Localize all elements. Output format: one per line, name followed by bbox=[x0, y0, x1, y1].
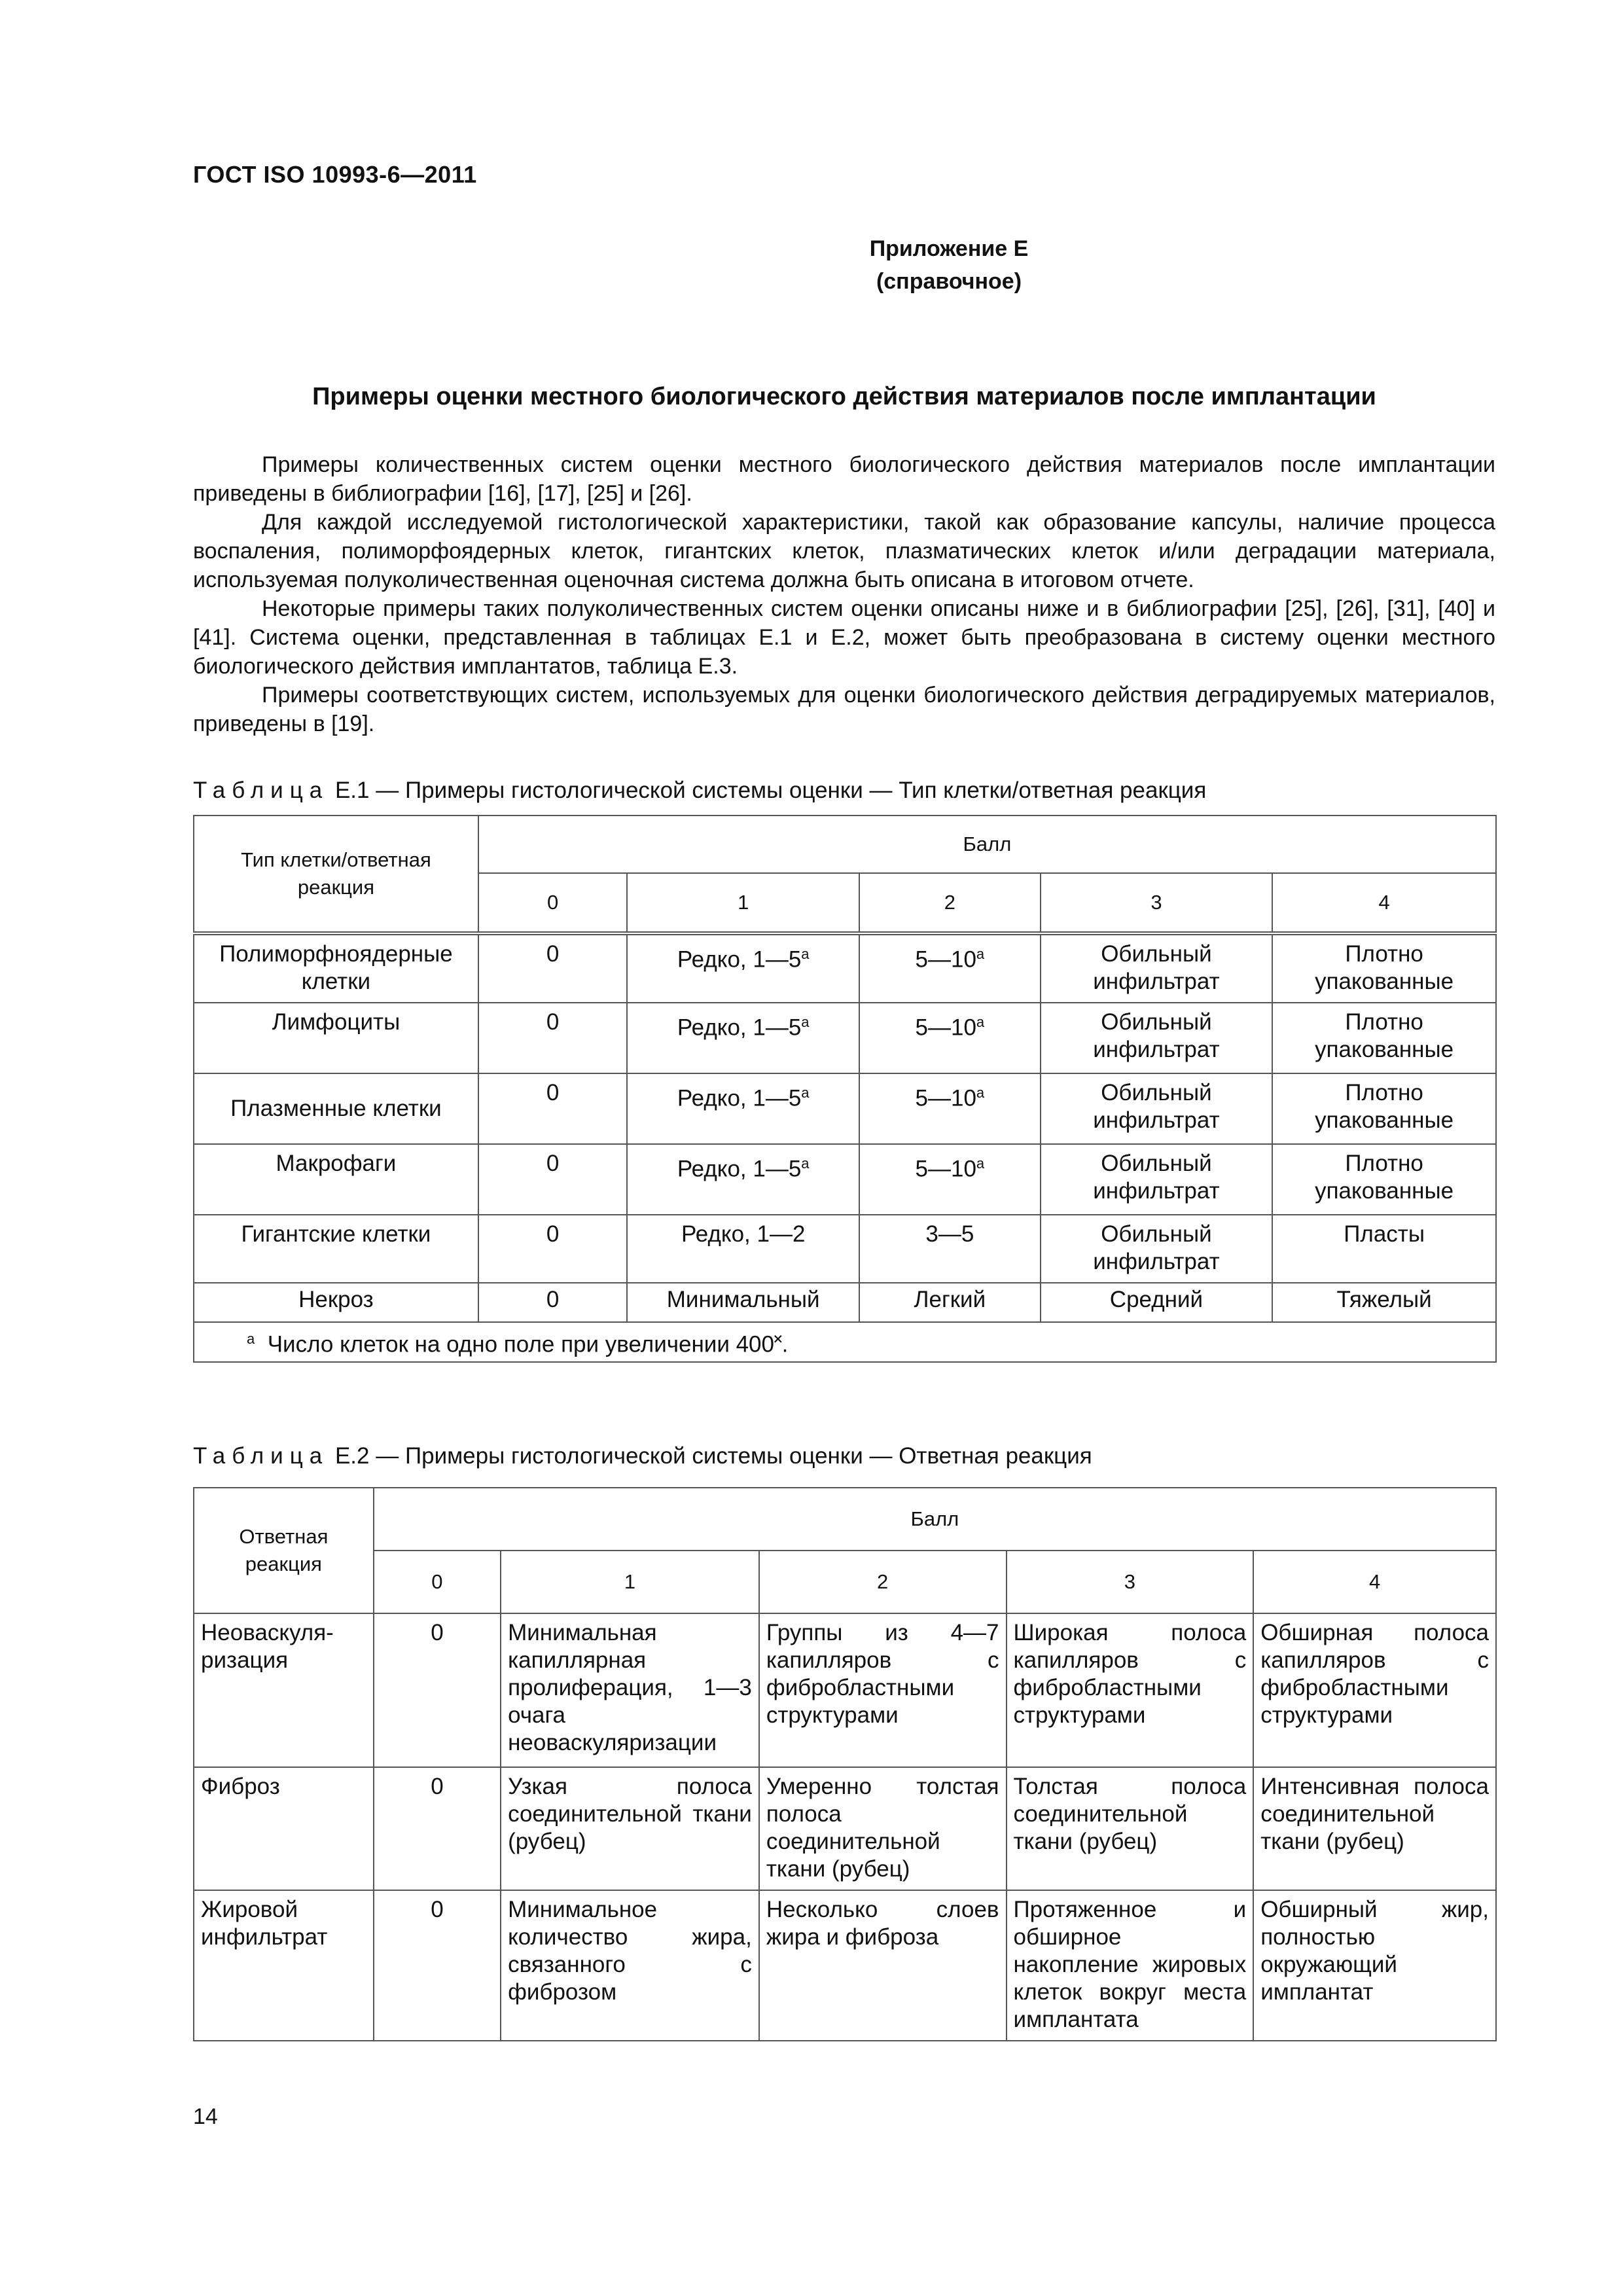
table-cell: Умеренно толстая полоса соединительной ткани (рубец) bbox=[759, 1767, 1007, 1890]
table1-caption bbox=[193, 778, 1206, 804]
table-cell: Обильный инфильтрат bbox=[1041, 933, 1273, 1003]
footnote-marker: а bbox=[247, 1331, 255, 1347]
table-cell: Минимальная капиллярная пролиферация, 1—3 очага неоваскуляризации bbox=[501, 1613, 759, 1767]
score-column: 0 bbox=[478, 873, 627, 933]
caption-word: Таблица bbox=[193, 778, 329, 803]
score-column: 4 bbox=[1272, 873, 1496, 933]
table-row bbox=[194, 1003, 1496, 1073]
score-column: 1 bbox=[627, 873, 859, 933]
score-header: Балл bbox=[478, 816, 1496, 873]
table-cell: Плотно упакованные bbox=[1272, 1073, 1496, 1144]
caption-word: Таблица bbox=[193, 1443, 329, 1469]
table-cell: Жировой инфильтрат bbox=[194, 1890, 374, 2041]
annex-label: Приложение Е bbox=[869, 236, 1029, 261]
paragraph: Примеры количественных систем оценки местного биологического действия материалов после имплантации приведены в библиографии [16], [17], [25] и [26]. bbox=[193, 452, 1495, 506]
table-cell: Минимальное количество жира, связанного с фиброзом bbox=[501, 1890, 759, 2041]
table-cell: 0 bbox=[478, 1073, 627, 1144]
document-header: ГОСТ ISO 10993-6—2011 bbox=[193, 161, 477, 188]
table-cell: 0 bbox=[478, 933, 627, 1003]
score-column: 4 bbox=[1253, 1551, 1496, 1613]
caption-text: Е.1 — Примеры гистологической системы оценки — Тип клетки/ответная реакция bbox=[329, 778, 1207, 803]
table-cell: Плотно упакованные bbox=[1272, 933, 1496, 1003]
table-row bbox=[194, 933, 1496, 1003]
table-cell: Узкая полоса соединительной ткани (рубец) bbox=[501, 1767, 759, 1890]
table-header-row bbox=[194, 1551, 1496, 1613]
table-cell: Обильный инфильтрат bbox=[1041, 1073, 1273, 1144]
table-cell: Неоваскуля-ризация bbox=[194, 1613, 374, 1767]
score-column: 2 bbox=[859, 873, 1041, 933]
table-cell: Редко, $1—5^а$ bbox=[627, 1073, 859, 1144]
score-header: Балл bbox=[374, 1488, 1496, 1551]
table-e2 bbox=[193, 1487, 1497, 2041]
table-cell: 0 bbox=[478, 1003, 627, 1073]
paragraph: Некоторые примеры таких полуколичественных систем оценки описаны ниже и в библиографии [25], [26], [31], [40] и [41]. Система оценки, представленная в таблицах Е.1 и Е.2, может быть преобразована в систему оценки местного биологического действия имплантатов, таблица Е.3. bbox=[193, 596, 1495, 679]
table-row bbox=[194, 1613, 1496, 1767]
table-cell: Тяжелый bbox=[1272, 1283, 1496, 1322]
table-cell: Обильный инфильтрат bbox=[1041, 1144, 1273, 1215]
score-column: 0 bbox=[374, 1551, 501, 1613]
table-cell: Протяженное и обширное накопление жировых клеток вокруг места имплантата bbox=[1007, 1890, 1254, 2041]
table-footnote-row bbox=[194, 1322, 1496, 1362]
table-header-row bbox=[194, 1488, 1496, 1551]
table-footnote bbox=[194, 1322, 1496, 1362]
table-cell: Несколько слоев жира и фиброза bbox=[759, 1890, 1007, 2041]
table-row bbox=[194, 1215, 1496, 1283]
table-row bbox=[194, 1283, 1496, 1322]
table-cell: 0 bbox=[374, 1767, 501, 1890]
table-cell: Средний bbox=[1041, 1283, 1273, 1322]
footnote-text: Число клеток на одно поле при увеличении 400˟. bbox=[267, 1331, 789, 1357]
table-cell: Фиброз bbox=[194, 1767, 374, 1890]
table-row bbox=[194, 1144, 1496, 1215]
table-cell: Некроз bbox=[194, 1283, 478, 1322]
table-cell: 0 bbox=[374, 1613, 501, 1767]
table-cell: Гигантские клетки bbox=[194, 1215, 478, 1283]
table-row bbox=[194, 1073, 1496, 1144]
score-column: 3 bbox=[1007, 1551, 1254, 1613]
score-column: 2 bbox=[759, 1551, 1007, 1613]
table-cell: Обширная полоса капилляров с фибробластными структурами bbox=[1253, 1613, 1496, 1767]
column-header: Ответная реакция bbox=[194, 1488, 374, 1613]
score-column: 3 bbox=[1041, 873, 1273, 933]
table-cell: Плотно упакованные bbox=[1272, 1144, 1496, 1215]
table-cell: Группы из 4—7 капилляров с фибробластными структурами bbox=[759, 1613, 1007, 1767]
table-cell: Обширный жир, полностью окружающий имплантат bbox=[1253, 1890, 1496, 2041]
body-text bbox=[193, 450, 1495, 738]
footnote-marker: а bbox=[801, 1085, 810, 1101]
table-cell: Легкий bbox=[859, 1283, 1041, 1322]
annex-heading bbox=[0, 232, 1623, 298]
score-column: 1 bbox=[501, 1551, 759, 1613]
table-row bbox=[194, 1767, 1496, 1890]
table-cell: Плотно упакованные bbox=[1272, 1003, 1496, 1073]
table-cell: Редко, $1—5^а$ bbox=[627, 1003, 859, 1073]
footnote-marker: а bbox=[976, 1155, 985, 1172]
table-cell: 0 bbox=[478, 1283, 627, 1322]
footnote-marker: а bbox=[976, 946, 985, 962]
footnote-marker: а bbox=[976, 1014, 985, 1030]
page-number: 14 bbox=[193, 2104, 218, 2129]
paragraph: Для каждой исследуемой гистологической характеристики, такой как образование капсулы, наличие процесса воспаления, полиморфоядерных клеток, гигантских клеток, плазматических клеток и/или деградации материала, используемая полуколичественная оценочная система должна быть описана в итоговом отчете. bbox=[193, 510, 1495, 592]
table-cell: Широкая полоса капилляров с фибробластными структурами bbox=[1007, 1613, 1254, 1767]
table-cell: Интенсивная полоса соединительной ткани (рубец) bbox=[1253, 1767, 1496, 1890]
table-cell: Редко, 1—2 bbox=[627, 1215, 859, 1283]
table-cell: Обильный инфильтрат bbox=[1041, 1003, 1273, 1073]
table-cell: Обильный инфильтрат bbox=[1041, 1215, 1273, 1283]
annex-type: (справочное) bbox=[876, 269, 1022, 294]
table-e1 bbox=[193, 815, 1497, 1363]
table-cell: Пласты bbox=[1272, 1215, 1496, 1283]
table2-caption bbox=[193, 1443, 1092, 1469]
footnote-marker: а bbox=[976, 1085, 985, 1101]
section-title: Примеры оценки местного биологического действия материалов после имплантации bbox=[312, 383, 1376, 410]
table-cell: Плазменные клетки bbox=[194, 1073, 478, 1144]
caption-text: Е.2 — Примеры гистологической системы оценки — Ответная реакция bbox=[329, 1443, 1092, 1469]
table-cell: 0 bbox=[478, 1144, 627, 1215]
table-cell: 3—5 bbox=[859, 1215, 1041, 1283]
table-cell: 0 bbox=[374, 1890, 501, 2041]
table-row bbox=[194, 1890, 1496, 2041]
table-cell: Толстая полоса соединительной ткани (рубец) bbox=[1007, 1767, 1254, 1890]
table-cell: Макрофаги bbox=[194, 1144, 478, 1215]
footnote-marker: а bbox=[801, 946, 810, 962]
table-cell: $5—10^а$ bbox=[859, 1003, 1041, 1073]
table-cell: $5—10^а$ bbox=[859, 1144, 1041, 1215]
column-header: Тип клетки/ответная реакция bbox=[194, 816, 478, 933]
footnote-marker: а bbox=[801, 1155, 810, 1172]
table-cell: $5—10^а$ bbox=[859, 1073, 1041, 1144]
table-cell: Редко, $1—5^а$ bbox=[627, 1144, 859, 1215]
table-header-row bbox=[194, 816, 1496, 873]
table-cell: $5—10^а$ bbox=[859, 933, 1041, 1003]
table-cell: Лимфоциты bbox=[194, 1003, 478, 1073]
footnote-marker: а bbox=[801, 1014, 810, 1030]
table-cell: Редко, $1—5^а$ bbox=[627, 933, 859, 1003]
table-cell: Полиморфноядерные клетки bbox=[194, 933, 478, 1003]
table-cell: Минимальный bbox=[627, 1283, 859, 1322]
table-cell: 0 bbox=[478, 1215, 627, 1283]
paragraph: Примеры соответствующих систем, используемых для оценки биологического действия деградируемых материалов, приведены в [19]. bbox=[193, 683, 1495, 736]
